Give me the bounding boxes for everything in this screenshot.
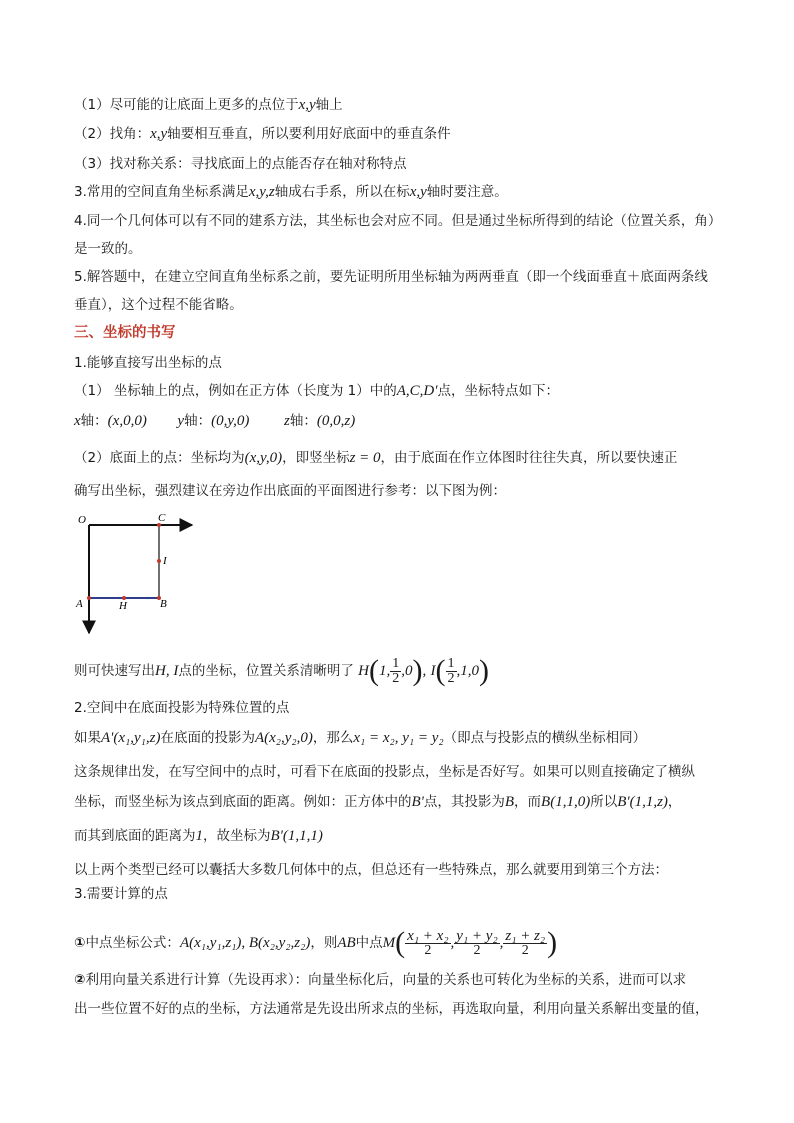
text-line: 如果A'(x₁,y₁,z)在底面的投影为A(x₂,y₂,0)，那么x₁ = x₂, y₁ = y₂（即点与投影点的横纵坐标相同）	[74, 730, 647, 746]
text-line: 3.常用的空间直角坐标系满足x,y,z轴成右手系，所以在标x,y轴时要注意。	[74, 184, 508, 200]
text-line: 是一致的。	[74, 241, 142, 257]
text-line: 以上两个类型已经可以囊括大多数几何体中的点，但总还有一些特殊点，那么就要用到第三个方法：	[74, 862, 668, 878]
text-line: （1） 坐标轴上的点，例如在正方体（长度为 1）中的A,C,D'点，坐标特点如下：	[74, 383, 559, 399]
text-line: 1.能够直接写出坐标的点	[74, 355, 222, 371]
label-a: A	[76, 598, 83, 610]
text-line: 3.需要计算的点	[74, 886, 168, 902]
text-line: 坐标，而竖坐标为该点到底面的距离。例如：正方体中的B'点，其投影为B，而B(1,1,0)所以B'(1,1,z)，	[74, 794, 682, 810]
text-line: 5.解答题中，在建立空间直角坐标系之前，要先证明所用坐标轴为两两垂直（即一个线面垂直＋底面两条线	[74, 269, 708, 285]
text-line: 而其到底面的距离为1，故坐标为B'(1,1,1)	[74, 828, 323, 844]
base-plane-figure	[70, 508, 200, 638]
text-line: （2）找角：x,y轴要相互垂直，所以要利用好底面中的垂直条件	[74, 126, 451, 142]
text-line: 2.空间中在底面投影为特殊位置的点	[74, 700, 290, 716]
text-line: 4.同一个几何体可以有不同的建系方法，其坐标也会对应不同。但是通过坐标所得到的结论（位置关系，角）	[74, 213, 722, 229]
label-b: B	[160, 598, 167, 610]
label-o: O	[78, 514, 86, 526]
text-line: （1）尽可能的让底面上更多的点位于x,y轴上	[74, 97, 343, 113]
label-h: H	[119, 600, 127, 612]
text-line: ①中点坐标公式：A(x₁,y₁,z₁), B(x₂,y₂,z₂)，则AB中点M( $\frac{\text{x₁ + x₂}}{2}$ , $\frac{\text{y₁ + y₂}}{2}$ , $\frac{\text{z₁ + z₂}}{2}$ )	[74, 926, 558, 959]
section-heading: 三、坐标的书写	[74, 325, 176, 341]
text-line: 这条规律出发，在写空间中的点时，可看下在底面的投影点，坐标是否好写。如果可以则直接确定了横纵	[74, 764, 695, 780]
text-line: 则可快速写出H, I点的坐标，位置关系清晰明了 H(1, $\frac{1}{2}$ ,0), I( $\frac{1}{2}$ ,1,0)	[74, 654, 490, 687]
text-line: 确写出坐标，强烈建议在旁边作出底面的平面图进行参考：以下图为例：	[74, 483, 506, 499]
text-line: 垂直），这个过程不能省略。	[74, 297, 243, 313]
label-i: I	[163, 555, 167, 567]
point-i	[157, 559, 161, 563]
text-line: ②利用向量关系进行计算（先设再求）：向量坐标化后，向量的关系也可转化为坐标的关系，进而可以求	[74, 972, 687, 988]
label-c: C	[158, 512, 166, 524]
point-a	[87, 596, 91, 600]
text-line: （3）找对称关系：寻找底面上的点能否存在轴对称特点	[74, 156, 407, 172]
text-line: x轴：(x,0,0) y轴：(0,y,0) z轴：(0,0,z)	[74, 413, 356, 429]
text-line: （2）底面上的点：坐标均为(x,y,0)，即竖坐标z = 0，由于底面在作立体图时往往失真，所以要快速正	[74, 450, 678, 466]
text-line: 出一些位置不好的点的坐标，方法通常是先设出所求点的坐标，再选取向量，利用向量关系解出变量的值，	[74, 1001, 709, 1017]
